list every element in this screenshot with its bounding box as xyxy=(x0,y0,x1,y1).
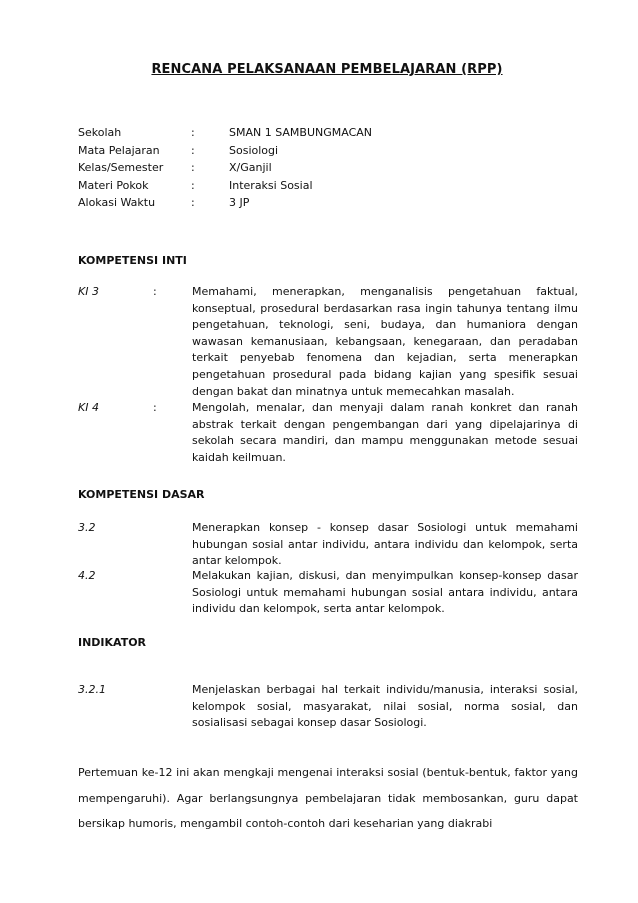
section-heading-indikator: INDIKATOR xyxy=(78,636,147,649)
identity-value: Sosiologi xyxy=(229,143,279,157)
ki-description: Memahami, menerapkan, menganalisis pengetahuan faktual, konseptual, prosedural berdasarkan rasa ingin tahunya tentang ilmu pengetahuan, teknologi, seni, budaya, dan humaniora dengan wawasan kemanusiaan, kebangsaan, kenegaraan, dan peradaban terkait penyebab fenomena dan kejadian, serta menerapkan pengetahuan prosedural pada bidang kajian yang spesifik sesuai dengan bakat dan minatnya untuk memecahkan masalah. xyxy=(192,285,578,398)
kd-item xyxy=(78,568,578,618)
identity-value: 3 JP xyxy=(229,196,250,209)
kd-item xyxy=(78,520,578,570)
identity-value: SMAN 1 SAMBUNGMACAN xyxy=(229,126,373,139)
ki-description: Mengolah, menalar, dan menyaji dalam ranah konkret dan ranah abstrak terkait dengan pengembangan dari yang dipelajarinya di sekolah secara mandiri, dan mampu menggunakan metode sesuai kaidah keilmuan. xyxy=(192,401,578,464)
body-paragraph: Pertemuan ke-12 ini akan mengkaji mengenai interaksi sosial (bentuk-bentuk, faktor yang mempengaruhi). Agar berlangsungnya pembelajaran tidak membosankan, guru dapat bersikap humoris, mengambil contoh-contoh dari keseharian yang diakrabi xyxy=(78,766,578,830)
kd-description: Menerapkan konsep - konsep dasar Sosiologi untuk memahami hubungan sosial antar individu, antara individu dan kelompok, serta antar kelompok. xyxy=(192,521,578,568)
identity-label: Sekolah xyxy=(78,126,122,139)
identity-label: Materi Pokok xyxy=(78,178,149,192)
section-heading-kompetensi-dasar: KOMPETENSI DASAR xyxy=(78,488,205,501)
identity-value: X/Ganjil xyxy=(229,161,272,174)
section-heading-kompetensi-inti: KOMPETENSI INTI xyxy=(78,254,187,267)
identity-row-class xyxy=(78,159,372,177)
ki-item xyxy=(78,400,578,466)
identity-colon: : xyxy=(191,143,195,157)
identity-colon: : xyxy=(191,126,195,139)
indikator-description: Menjelaskan berbagai hal terkait individu/manusia, interaksi sosial, kelompok sosial, masyarakat, nilai sosial, norma sosial, dan sosialisasi sebagai konsep dasar Sosiologi. xyxy=(192,683,578,730)
identity-row-school xyxy=(78,124,372,142)
ki-code: KI 3 xyxy=(78,285,99,298)
identity-table xyxy=(78,124,372,212)
indikator-code: 3.2.1 xyxy=(78,683,106,696)
ki-code: KI 4 xyxy=(78,401,99,414)
identity-label: Mata Pelajaran xyxy=(78,143,160,157)
ki-colon: : xyxy=(153,401,157,414)
kd-description: Melakukan kajian, diskusi, dan menyimpulkan konsep-konsep dasar Sosiologi untuk memahami hubungan sosial antara individu, antara individu dan kelompok, serta antar kelompok. xyxy=(192,569,578,616)
identity-colon: : xyxy=(191,178,195,192)
identity-colon: : xyxy=(191,196,195,209)
identity-label: Kelas/Semester xyxy=(78,161,164,174)
ki-item xyxy=(78,284,578,400)
indikator-item xyxy=(78,682,578,732)
identity-colon: : xyxy=(191,161,195,174)
document-title: RENCANA PELAKSANAAN PEMBELAJARAN (RPP) xyxy=(151,62,503,77)
identity-label: Alokasi Waktu xyxy=(78,196,156,209)
identity-row-subject xyxy=(78,142,372,160)
kd-code: 3.2 xyxy=(78,521,96,534)
identity-row-time xyxy=(78,194,372,212)
identity-row-topic xyxy=(78,177,372,195)
ki-colon: : xyxy=(153,285,157,298)
identity-value: Interaksi Sosial xyxy=(229,178,313,192)
kd-code: 4.2 xyxy=(78,569,96,582)
